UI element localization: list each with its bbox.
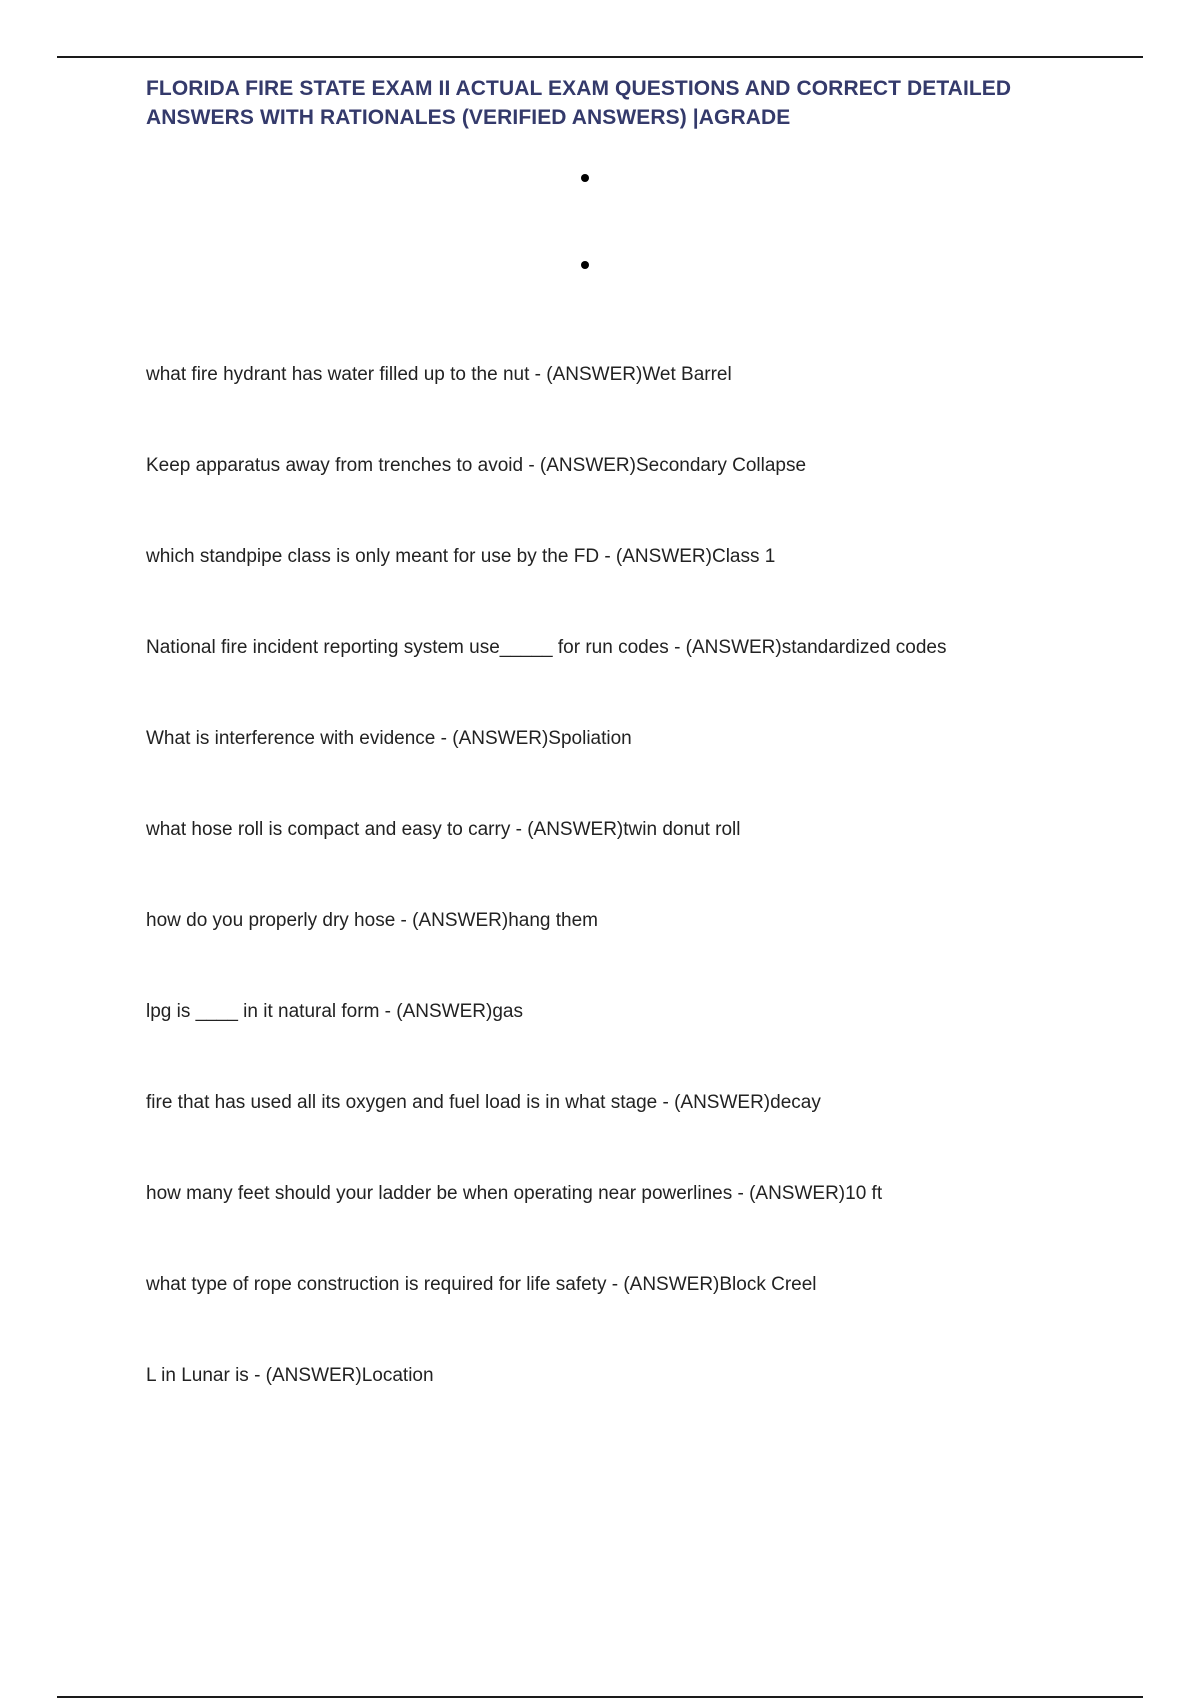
qa-item: what hose roll is compact and easy to carry - (ANSWER)twin donut roll	[146, 819, 741, 840]
qa-item: What is interference with evidence - (ANSWER)Spoliation	[146, 728, 632, 749]
title-line-2: ANSWERS WITH RATIONALES (VERIFIED ANSWERS) |AGRADE	[146, 106, 791, 129]
qa-item: which standpipe class is only meant for use by the FD - (ANSWER)Class 1	[146, 546, 776, 567]
qa-item: how do you properly dry hose - (ANSWER)hang them	[146, 910, 598, 931]
qa-item: Keep apparatus away from trenches to avoid - (ANSWER)Secondary Collapse	[146, 455, 807, 476]
question-answer-list	[146, 362, 1146, 1454]
qa-item: how many feet should your ladder be when operating near powerlines - (ANSWER)10 ft	[146, 1183, 883, 1204]
qa-item: lpg is ____ in it natural form - (ANSWER)gas	[146, 1001, 523, 1022]
qa-item: what fire hydrant has water filled up to the nut - (ANSWER)Wet Barrel	[146, 364, 732, 385]
qa-item: fire that has used all its oxygen and fuel load is in what stage - (ANSWER)decay	[146, 1092, 821, 1113]
title-line-1: FLORIDA FIRE STATE EXAM II ACTUAL EXAM QUESTIONS AND CORRECT DETAILED	[146, 77, 1012, 100]
qa-item: L in Lunar is - (ANSWER)Location	[146, 1365, 434, 1386]
document-title	[146, 74, 1046, 132]
bullet-dot	[581, 174, 589, 182]
qa-item: what type of rope construction is required for life safety - (ANSWER)Block Creel	[146, 1274, 817, 1295]
bullet-dot	[581, 261, 589, 269]
footer-rule	[57, 1696, 1143, 1698]
qa-item: National fire incident reporting system use_____ for run codes - (ANSWER)standardized codes	[146, 637, 947, 658]
header-rule	[57, 56, 1143, 58]
